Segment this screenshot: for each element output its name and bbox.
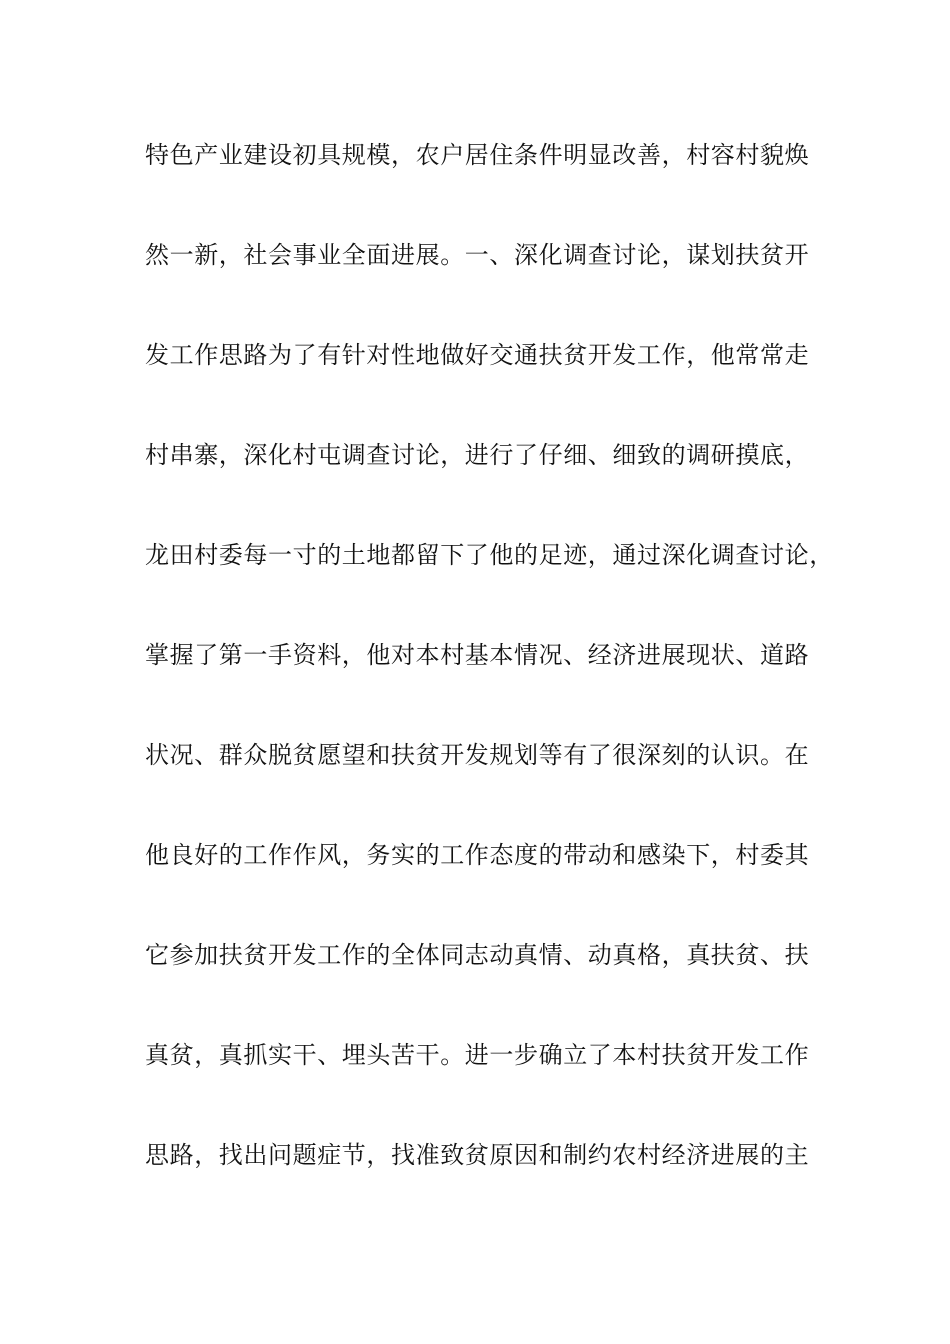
text-line: 龙田村委每一寸的土地都留下了他的足迹，通过深化调查讨论， xyxy=(145,541,834,569)
text-line: 他良好的工作作风，务实的工作态度的带动和感染下，村委其 xyxy=(145,841,810,869)
text-line: 发工作思路为了有针对性地做好交通扶贫开发工作，他常常走 xyxy=(145,341,810,369)
text-line: 思路，找出问题症节，找准致贫原因和制约农村经济进展的主 xyxy=(145,1141,810,1169)
text-line: 真贫，真抓实干、埋头苦干。进一步确立了本村扶贫开发工作 xyxy=(145,1041,810,1069)
text-line: 它参加扶贫开发工作的全体同志动真情、动真格，真扶贫、扶 xyxy=(145,941,810,969)
text-line: 掌握了第一手资料，他对本村基本情况、经济进展现状、道路 xyxy=(145,641,810,669)
text-line: 特色产业建设初具规模，农户居住条件明显改善，村容村貌焕 xyxy=(145,141,810,169)
text-line: 村串寨，深化村屯调查讨论，进行了仔细、细致的调研摸底， xyxy=(145,441,810,469)
body-text xyxy=(145,131,845,1231)
text-line: 状况、群众脱贫愿望和扶贫开发规划等有了很深刻的认识。在 xyxy=(145,741,810,769)
text-line: 然一新，社会事业全面进展。一、深化调查讨论，谋划扶贫开 xyxy=(145,241,810,269)
